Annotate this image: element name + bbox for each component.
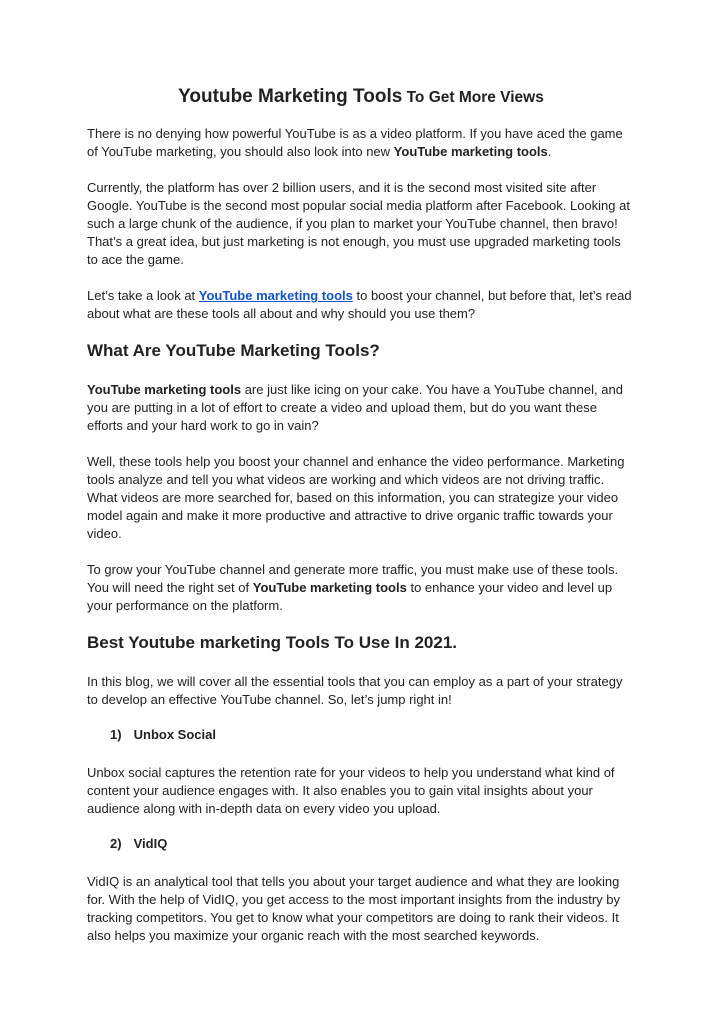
- list-item-heading-unbox-social: [87, 727, 635, 742]
- audience-paragraph: Currently, the platform has over 2 billion users, and it is the second most visited site after Google. YouTube is the second most popular social media platform after Facebook. Looking at such a large chunk of the audience, if you plan to market your YouTube channel, then bravo! That’s a great idea, but just marketing is not enough, you must use upgraded marketing tools to ace the game.: [87, 180, 630, 267]
- icing-text: are just like icing on your cake. You have a YouTube channel, and you are putting in a lot of effort to create a video and upload them, but do you want these efforts and your hard work to go in vain?: [87, 382, 623, 433]
- list-number: 2): [110, 836, 122, 851]
- document-title-main: Youtube Marketing Tools: [178, 86, 403, 107]
- icing-bold-keyword: YouTube marketing tools: [87, 382, 242, 397]
- intro-text-start: There is no denying how powerful YouTube is as a video platform. If you have aced the game of YouTube marketing, you should also look into new: [87, 126, 623, 159]
- list-number: 1): [110, 727, 122, 742]
- intro-text-end: .: [547, 144, 552, 159]
- list-item-title: Unbox Social: [133, 727, 216, 742]
- vidiq-paragraph: VidIQ is an analytical tool that tells you about your target audience and what they are looking for. With the help of VidIQ, you get access to the most important insights from the industry by tracking competitors. You get to know what your competitors are doing to rank their videos. It also helps you maximize your organic reach with the most searched keywords.: [87, 874, 621, 943]
- list-item-heading-vidiq: [87, 836, 635, 851]
- tools-help-paragraph: Well, these tools help you boost your channel and enhance the video performance. Marketing tools analyze and tell you what videos are working and which videos are not driving traffic. What videos are more searched for, based on this information, you can strategize your video model again and make it more productive and attractive to drive organic traffic towards your video.: [87, 454, 625, 541]
- lets-look-text-start: Let’s take a look at: [87, 288, 199, 303]
- grow-bold-keyword: YouTube marketing tools: [252, 580, 407, 595]
- grow-channel-paragraph: [87, 561, 635, 615]
- document-title-sub: To Get More Views: [402, 89, 544, 106]
- document-page: [87, 86, 635, 963]
- grow-text-start: To grow your YouTube channel and generate more traffic, you must make use of these tools. You will need the right set of: [87, 562, 619, 595]
- icing-paragraph: [87, 381, 635, 435]
- document-title: [87, 86, 635, 108]
- lets-look-paragraph: [87, 287, 635, 323]
- grow-text-end: to enhance your video and level up your performance on the platform.: [87, 580, 613, 613]
- lets-look-text-end: to boost your channel, but before that, let’s read about what are these tools all about and why should you use them?: [87, 288, 632, 321]
- section-heading-best-tools: Best Youtube marketing Tools To Use In 2021.: [87, 633, 457, 652]
- intro-paragraph: [87, 125, 635, 161]
- intro-bold-keyword: YouTube marketing tools: [393, 144, 548, 159]
- section-heading-what-are: What Are YouTube Marketing Tools?: [87, 341, 380, 360]
- blog-intro-paragraph: In this blog, we will cover all the essential tools that you can employ as a part of your strategy to develop an effective YouTube channel. So, let’s jump right in!: [87, 674, 623, 707]
- unbox-social-paragraph: Unbox social captures the retention rate for your videos to help you understand what kind of content your audience engages with. It also enables you to gain vital insights about your audience along with in-depth data on every video you upload.: [87, 765, 615, 816]
- list-item-title: VidIQ: [133, 836, 168, 851]
- youtube-marketing-tools-link[interactable]: YouTube marketing tools: [198, 288, 353, 303]
